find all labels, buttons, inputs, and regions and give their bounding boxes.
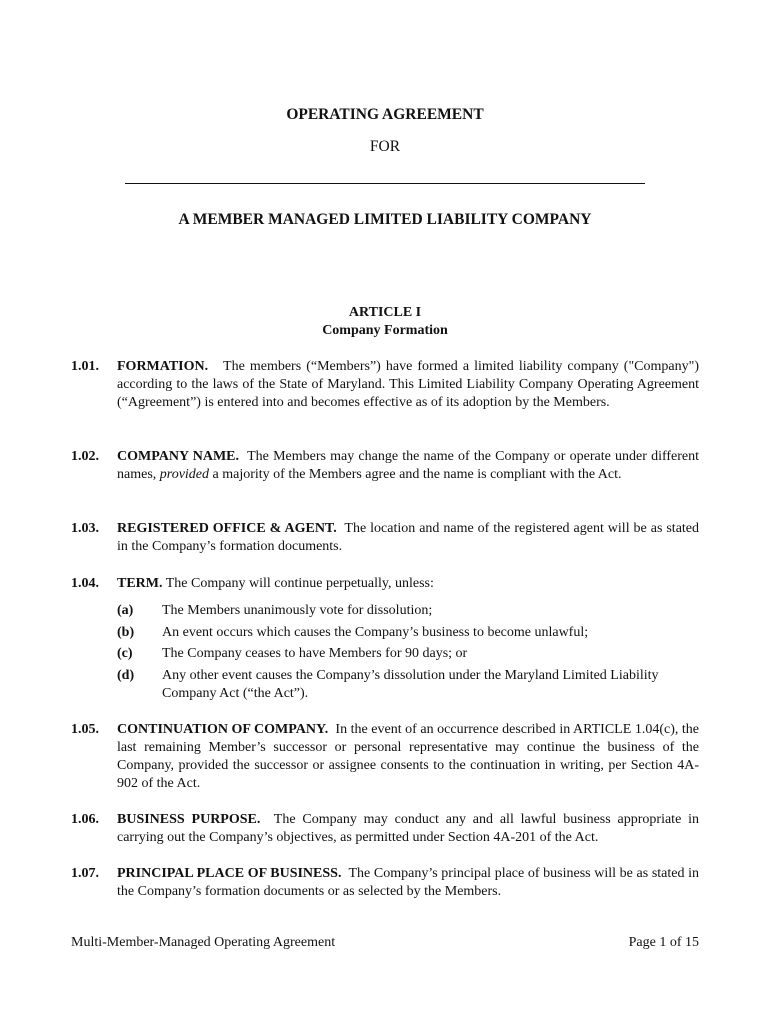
item-text: The Company ceases to have Members for 90 days; or xyxy=(162,646,468,661)
section-1-04 xyxy=(71,575,699,593)
item-label: (d) xyxy=(117,668,135,683)
section-1-07 xyxy=(71,865,699,901)
section-heading: TERM. xyxy=(117,576,163,591)
section-heading: CONTINUATION OF COMPANY. xyxy=(117,722,329,737)
section-text: The Company’s principal place of business will be as stated in the Company’s formation documents or as selected by the Members. xyxy=(117,866,699,899)
section-heading: BUSINESS PURPOSE. xyxy=(117,812,261,827)
section-text: The Company may conduct any and all lawful business appropriate in carrying out the Company’s objectives, as permitted under Section 4A-201 of the Act. xyxy=(117,812,699,845)
section-1-05 xyxy=(71,721,699,793)
section-number: 1.07. xyxy=(71,866,99,881)
section-text: The members (“Members”) have formed a limited liability company ("Company") according to the laws of the State of Maryland. This Limited Liability Company Operating Agreement (“Agreement”) is entered into and becomes effective as of its adoption by the Members. xyxy=(117,359,699,410)
footer-page-number: Page 1 of 15 xyxy=(628,935,699,950)
term-item-d xyxy=(117,667,699,703)
article-name: Company Formation xyxy=(322,323,448,338)
section-1-01 xyxy=(71,358,699,412)
company-name-blank xyxy=(125,183,645,184)
document-title: OPERATING AGREEMENT xyxy=(286,106,484,123)
article-number: ARTICLE I xyxy=(348,305,422,320)
section-text: a majority of the Members agree and the name is compliant with the Act. xyxy=(212,467,622,482)
item-text: An event occurs which causes the Company’s business to become unlawful; xyxy=(162,625,589,640)
section-number: 1.03. xyxy=(71,521,99,536)
footer-document-name: Multi-Member-Managed Operating Agreement xyxy=(71,935,336,950)
section-text: The location and name of the registered agent will be as stated in the Company’s formation documents. xyxy=(117,521,700,554)
document-for-line: FOR xyxy=(369,138,401,155)
section-number: 1.04. xyxy=(71,576,99,591)
section-number: 1.05. xyxy=(71,722,99,737)
term-item-c xyxy=(117,645,699,663)
section-1-02 xyxy=(71,448,699,484)
section-1-03 xyxy=(71,520,699,556)
section-heading: REGISTERED OFFICE & AGENT. xyxy=(117,521,337,536)
item-label: (b) xyxy=(117,625,135,640)
item-text: Any other event causes the Company’s dissolution under the Maryland Limited Liability Company Act (“the Act”). xyxy=(162,668,659,701)
section-text-italic: provided xyxy=(159,467,210,482)
section-text: The Members may change the name of the Company or operate under different names, xyxy=(117,449,700,482)
item-label: (c) xyxy=(117,646,133,661)
section-text: The Company will continue perpetually, unless: xyxy=(165,576,434,591)
term-item-a xyxy=(117,602,699,620)
section-heading: FORMATION. xyxy=(117,359,209,374)
section-heading: PRINCIPAL PLACE OF BUSINESS. xyxy=(117,866,342,881)
term-item-b xyxy=(117,624,699,642)
section-number: 1.06. xyxy=(71,812,99,827)
section-number: 1.02. xyxy=(71,449,99,464)
section-number: 1.01. xyxy=(71,359,99,374)
section-heading: COMPANY NAME. xyxy=(117,449,239,464)
item-label: (a) xyxy=(117,603,134,618)
document-subtitle: A MEMBER MANAGED LIMITED LIABILITY COMPANY xyxy=(178,211,592,228)
section-1-06 xyxy=(71,811,699,847)
section-text: In the event of an occurrence described in ARTICLE 1.04(c), the last remaining Member’s successor or personal representative may continue the business of the Company, provided the successor or assignee consents to the continuation in writing, per Section 4A-902 of the Act. xyxy=(117,722,700,791)
item-text: The Members unanimously vote for dissolution; xyxy=(162,603,433,618)
